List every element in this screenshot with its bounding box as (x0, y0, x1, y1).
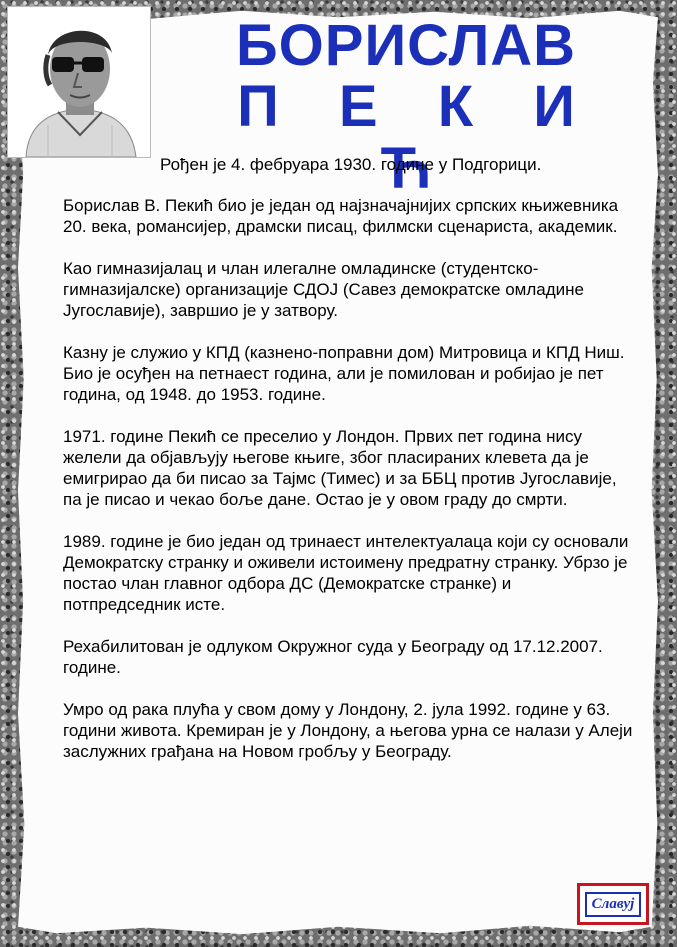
biography-paragraph: 1971. године Пекић се преселио у Лондон. Првих пет година нису желели да објављују његове књиге, због пласираних клевета да је емигрирао да би писао за Тајмс (Тимес) и за ББЦ против Југославије, па је писао и чекао боље дане. Остао је у овом граду до смрти. (63, 427, 617, 509)
title-last-name: П Е К И Ћ (237, 74, 597, 201)
birth-line: Рођен је 4. фебруара 1930. године у Подгорици. (160, 155, 542, 174)
title-first-name: БОРИСЛАВ (235, 13, 577, 78)
biography-paragraph: Као гимназијалац и члан илегалне омладинске (студентско-гимназијалске) организације СДОЈ (Савез демократске омладине Југославије), завршио је у затвору. (63, 259, 585, 320)
biography-paragraph: 1989. године је био један од тринаест интелектуалаца који су основали Демократску странку и оживели истоимену предратну странку. Убрзо је постао члан главног одбора ДС (Демократске странке) и потпредседник исте. (63, 532, 629, 614)
slavuj-badge[interactable] (577, 883, 649, 925)
biography-text (63, 195, 633, 783)
slavuj-badge-label: Славуј (585, 892, 642, 917)
biography-paragraph: Умро од рака плућа у свом дому у Лондону, 2. јула 1992. године у 63. години живота. Кремиран је у Лондону, а његова урна се налази у Алеји заслужних грађана на Новом гробљу у Београду. (63, 700, 633, 761)
biography-paragraph: Казну је служио у КПД (казнено-поправни дом) Митровица и КПД Ниш. Био је осуђен на петнаест година, али је помилован и робијао је пет година, од 1948. до 1953. године. (63, 343, 625, 404)
biography-paragraph: Рехабилитован је одлуком Окружног суда у Београду од 17.12.2007. године. (63, 637, 603, 677)
portrait-photo (7, 6, 151, 158)
biography-paragraph: Борислав В. Пекић био је један од најзначајнијих српских књижевника 20. века, романсијер, драмски писац, филмски сценариста, академик. (63, 196, 619, 236)
